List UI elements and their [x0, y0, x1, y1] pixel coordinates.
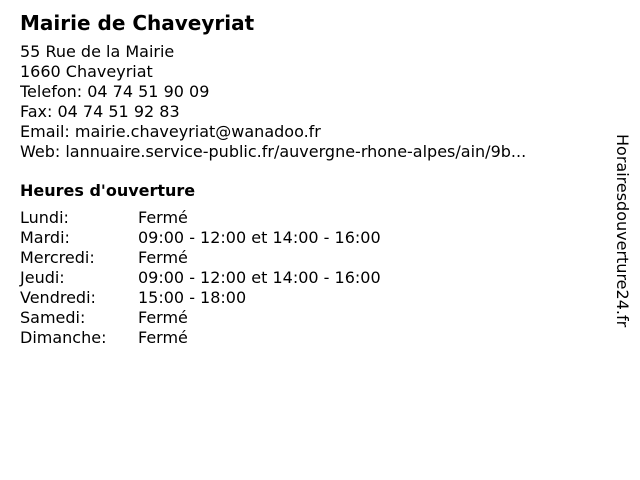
day-label: Dimanche: [20, 328, 107, 347]
fax-number: Fax: 04 74 51 92 83 [20, 102, 180, 121]
hours-value: Fermé [138, 248, 188, 267]
contact-block [20, 42, 600, 162]
phone-number[interactable]: Telefon: 04 74 51 90 09 [20, 82, 210, 101]
hours-row-tuesday [20, 228, 600, 248]
day-label: Lundi: [20, 208, 69, 227]
hours-value: 09:00 - 12:00 et 14:00 - 16:00 [138, 268, 381, 287]
opening-hours-table [20, 208, 600, 348]
page-title: Mairie de Chaveyriat [20, 11, 255, 35]
hours-row-wednesday [20, 248, 600, 268]
hours-row-thursday [20, 268, 600, 288]
address-street: 55 Rue de la Mairie [20, 42, 175, 61]
hours-value: Fermé [138, 308, 188, 327]
day-label: Jeudi: [20, 268, 65, 287]
business-card [20, 10, 600, 348]
hours-value: 15:00 - 18:00 [138, 288, 247, 307]
opening-hours-heading: Heures d'ouverture [20, 181, 196, 200]
address-city: 1660 Chaveyriat [20, 62, 153, 81]
hours-value: 09:00 - 12:00 et 14:00 - 16:00 [138, 228, 381, 247]
hours-row-friday [20, 288, 600, 308]
site-watermark: Horairesdouverture24.fr [613, 134, 632, 328]
day-label: Vendredi: [20, 288, 96, 307]
hours-row-monday [20, 208, 600, 228]
email-link[interactable]: Email: mairie.chaveyriat@wanadoo.fr [20, 122, 321, 141]
website-link[interactable]: Web: lannuaire.service-public.fr/auvergne-rhone-alpes/ain/9b... [20, 142, 527, 161]
hours-value: Fermé [138, 328, 188, 347]
hours-row-sunday [20, 328, 600, 348]
hours-value: Fermé [138, 208, 188, 227]
hours-row-saturday [20, 308, 600, 328]
day-label: Mercredi: [20, 248, 95, 267]
day-label: Samedi: [20, 308, 86, 327]
day-label: Mardi: [20, 228, 70, 247]
